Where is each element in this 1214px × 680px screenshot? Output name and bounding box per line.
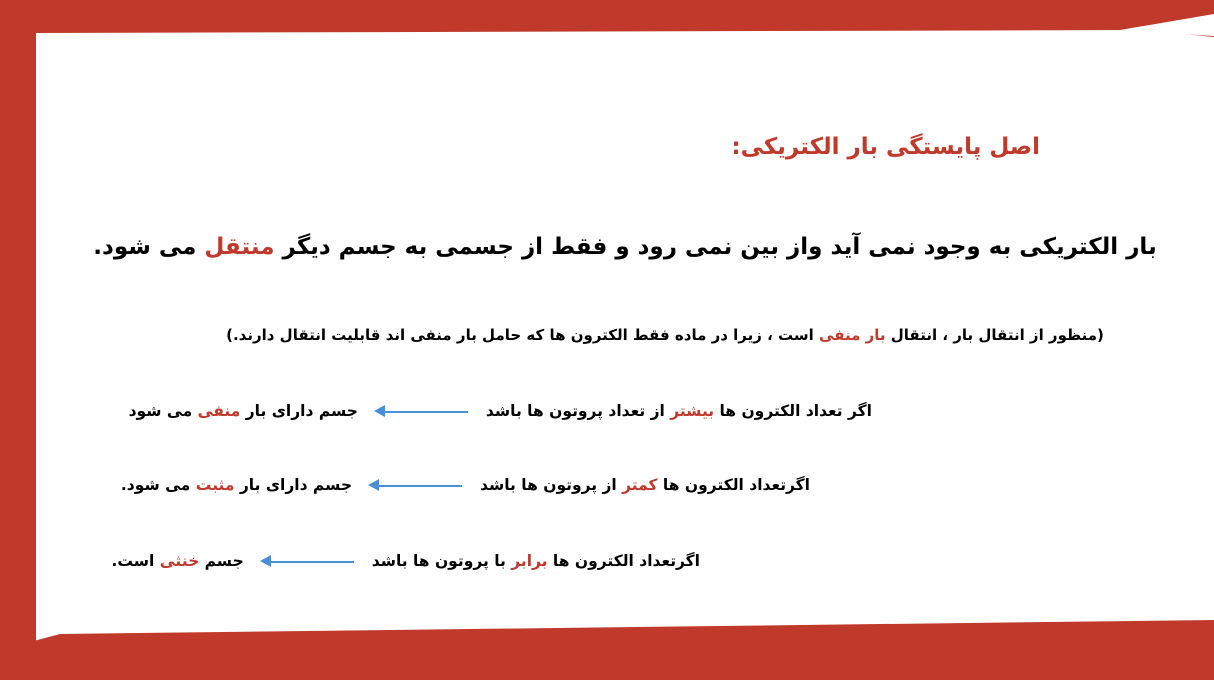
note-text-after: است ، زیرا در ماده فقط الکترون ها که حامل بار منفی اند قابلیت انتقال دارند.) [226, 326, 820, 344]
left-arrow-icon [260, 554, 356, 568]
rule-result-after: می شود [128, 402, 198, 420]
parenthetical-note [130, 326, 1200, 344]
main-statement [50, 234, 1200, 260]
rule-result-after: می شود. [120, 476, 196, 494]
slide-title: اصل پایستگی بار الکتریکی: [731, 134, 1040, 160]
rule-row-neutral [0, 552, 1200, 570]
rule-result-highlight: مثبت [195, 476, 235, 494]
rule-condition-before: اگرتعداد الکترون ها [547, 552, 700, 570]
rule-row-positive [0, 476, 1200, 494]
rule-result-after: است. [111, 552, 160, 570]
note-text-before: (منظور از انتقال بار ، انتقال [885, 326, 1104, 344]
rule-condition-before: اگر تعداد الکترون ها [714, 402, 872, 420]
statement-text-before: بار الکتریکی به وجود نمی آید واز بین نمی رود و فقط از جسمی به جسم دیگر [274, 234, 1157, 260]
rule-result-highlight: منفی [197, 402, 241, 420]
rule-result-neutral [111, 552, 243, 570]
rule-condition-highlight: کمتر [622, 476, 658, 494]
left-arrow-icon [374, 404, 470, 418]
rule-result-highlight: خنثی [159, 552, 200, 570]
rule-condition-negative [486, 402, 872, 420]
rule-condition-after: با پروتون ها باشد [371, 552, 512, 570]
rule-condition-before: اگرتعداد الکترون ها [657, 476, 810, 494]
rule-condition-positive [480, 476, 810, 494]
slide-content [40, 34, 1200, 634]
statement-text-after: می شود. [93, 234, 205, 260]
rule-condition-after: از تعداد پروتون ها باشد [485, 402, 671, 420]
rule-result-before: جسم دارای بار [240, 402, 358, 420]
rule-result-negative [129, 402, 358, 420]
rule-condition-after: از پروتون ها باشد [480, 476, 623, 494]
rule-result-positive [121, 476, 352, 494]
rule-row-negative [0, 402, 1200, 420]
rule-condition-highlight: برابر [511, 552, 548, 570]
statement-highlight: منتقل [204, 234, 275, 260]
left-arrow-icon [368, 478, 464, 492]
note-highlight: بار منفی [819, 326, 886, 344]
rule-condition-highlight: بیشتر [670, 402, 715, 420]
rule-result-before: جسم دارای بار [234, 476, 353, 494]
rule-result-before: جسم [199, 552, 244, 570]
rule-condition-neutral [372, 552, 700, 570]
